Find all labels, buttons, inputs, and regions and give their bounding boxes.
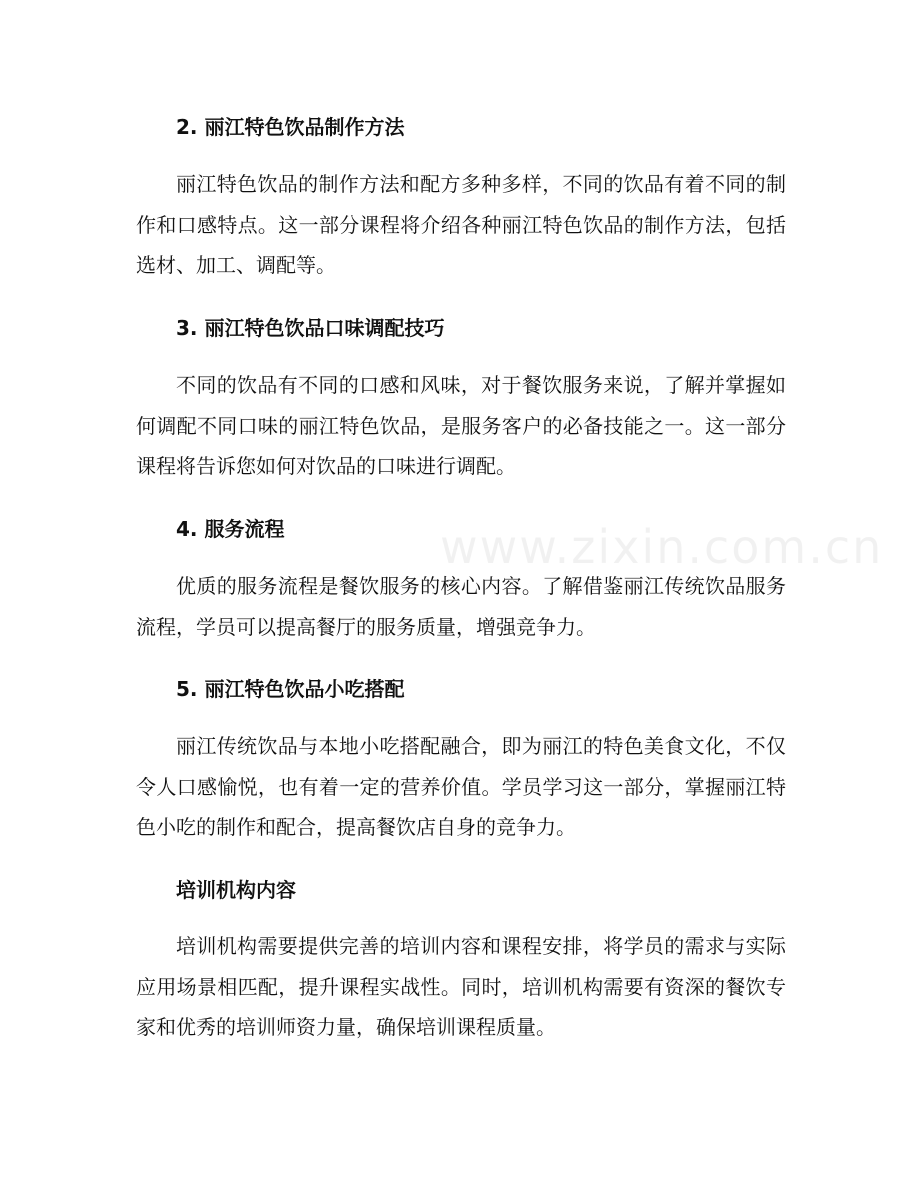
section-paragraph-2: 丽江特色饮品的制作方法和配方多种多样，不同的饮品有着不同的制作和口感特点。这一部分课程将介绍各种丽江特色饮品的制作方法，包括选材、加工、调配等。 bbox=[136, 172, 786, 277]
watermark: www.zixin.com.cn bbox=[440, 520, 884, 574]
section-heading-5: 5. 丽江特色饮品小吃搭配 bbox=[176, 677, 405, 701]
section-heading-2: 2. 丽江特色饮品制作方法 bbox=[176, 115, 405, 139]
section-heading-training: 培训机构内容 bbox=[176, 878, 296, 902]
section-paragraph-training: 培训机构需要提供完善的培训内容和课程安排，将学员的需求与实际应用场景相匹配，提升课程实战性。同时，培训机构需要有资深的餐饮专家和优秀的培训师资力量，确保培训课程质量。 bbox=[136, 934, 786, 1039]
section-heading-4: 4. 服务流程 bbox=[176, 517, 285, 541]
section-heading-3: 3. 丽江特色饮品口味调配技巧 bbox=[176, 316, 445, 340]
section-paragraph-5: 丽江传统饮品与本地小吃搭配融合，即为丽江的特色美食文化，不仅令人口感愉悦，也有着一定的营养价值。学员学习这一部分，掌握丽江特色小吃的制作和配合，提高餐饮店自身的竞争力。 bbox=[136, 734, 786, 839]
section-paragraph-3: 不同的饮品有不同的口感和风味，对于餐饮服务来说，了解并掌握如何调配不同口味的丽江特色饮品，是服务客户的必备技能之一。这一部分课程将告诉您如何对饮品的口味进行调配。 bbox=[136, 373, 786, 478]
section-paragraph-4: 优质的服务流程是餐饮服务的核心内容。了解借鉴丽江传统饮品服务流程，学员可以提高餐厅的服务质量，增强竞争力。 bbox=[136, 574, 786, 639]
